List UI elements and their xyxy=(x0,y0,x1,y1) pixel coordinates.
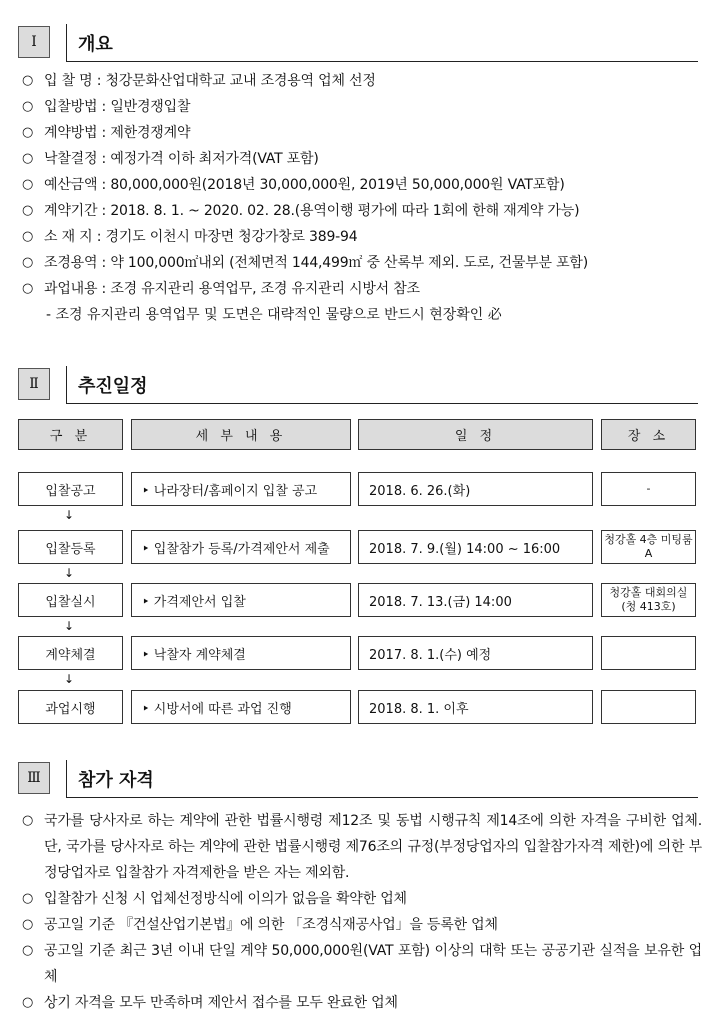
section-number: Ⅱ xyxy=(18,368,50,400)
schedule-date: 2017. 8. 1.(수) 예정 xyxy=(358,636,593,670)
schedule-date: 2018. 6. 26.(화) xyxy=(358,472,593,506)
down-arrow-icon: ↓ xyxy=(64,672,75,686)
overview-item: ○ 계약방법 : 제한경쟁계약 xyxy=(22,120,588,146)
qualification-item xyxy=(22,886,702,912)
overview-value: 일반경쟁입찰 xyxy=(110,99,191,115)
schedule-stage: 과업시행 xyxy=(18,690,123,724)
down-arrow-icon: ↓ xyxy=(64,619,75,633)
bullet-icon: ○ xyxy=(22,99,34,114)
qualification-text: 공고일 기준 『건설산업기본법』에 의한 「조경식재공사업」을 등록한 업체 xyxy=(44,917,498,933)
section-divider xyxy=(66,366,67,404)
schedule-header-detail: 세 부 내 용 xyxy=(131,419,351,450)
overview-item: ○ 입 찰 명 : 청강문화산업대학교 교내 조경용역 업체 선정 xyxy=(22,68,588,94)
overview-note: - 조경 유지관리 용역업무 및 도면은 대략적인 물량으로 반드시 현장확인 必 xyxy=(46,307,502,323)
overview-value: 2018. 8. 1. ~ 2020. 02. 28.(용역이행 평가에 따라 1회에 한해 재계약 가능) xyxy=(110,203,580,219)
section-schedule-header xyxy=(18,366,698,404)
schedule-place: - xyxy=(601,472,696,506)
overview-value: 80,000,000원(2018년 30,000,000원, 2019년 50,000,000원 VAT포함) xyxy=(110,177,565,193)
schedule-place xyxy=(601,636,696,670)
qualification-list xyxy=(22,808,702,1016)
overview-value: 조경 유지관리 용역업무, 조경 유지관리 시방서 참조 xyxy=(110,281,420,297)
qualification-text: 상기 자격을 모두 만족하며 제안서 접수를 모두 완료한 업체 xyxy=(44,995,398,1011)
section-underline xyxy=(66,797,698,798)
section-title: 참가 자격 xyxy=(78,770,154,791)
overview-value: 예정가격 이하 최저가격(VAT 포함) xyxy=(110,151,319,167)
section-number: Ⅲ xyxy=(18,762,50,794)
section-underline xyxy=(66,403,698,404)
overview-label: 과업내용 xyxy=(44,281,98,297)
bullet-icon: ○ xyxy=(22,151,34,166)
schedule-stage: 입찰공고 xyxy=(18,472,123,506)
bullet-icon: ○ xyxy=(22,891,34,906)
schedule-place: 청강홀 4층 미팅룸A xyxy=(601,530,696,564)
overview-label: 계약방법 xyxy=(44,125,98,141)
schedule-header-place: 장 소 xyxy=(601,419,696,450)
overview-label: 조경용역 xyxy=(44,255,98,271)
overview-item: ○ 과업내용 : 조경 유지관리 용역업무, 조경 유지관리 시방서 참조 xyxy=(22,276,588,302)
overview-value: 청강문화산업대학교 교내 조경용역 업체 선정 xyxy=(105,73,376,89)
schedule-detail: ‣ 낙찰자 계약체결 xyxy=(131,636,351,670)
schedule-header-stage: 구 분 xyxy=(18,419,123,450)
qualification-text: 입찰참가 신청 시 업체선정방식에 이의가 없음을 확약한 업체 xyxy=(44,891,407,907)
bullet-icon: ○ xyxy=(22,73,34,88)
overview-item: ○ 낙찰결정 : 예정가격 이하 최저가격(VAT 포함) xyxy=(22,146,588,172)
schedule-place: 청강홀 대회의실 (청 413호) xyxy=(601,583,696,617)
overview-value: 약 100,000㎡내외 (전체면적 144,499㎡ 중 산록부 제외. 도로, 건물부분 포함) xyxy=(110,255,588,271)
schedule-date: 2018. 7. 13.(금) 14:00 xyxy=(358,583,593,617)
schedule-detail: ‣ 나라장터/홈페이지 입찰 공고 xyxy=(131,472,351,506)
qualification-item xyxy=(22,808,702,886)
qualification-item xyxy=(22,990,702,1016)
schedule-date: 2018. 7. 9.(월) 14:00 ~ 16:00 xyxy=(358,530,593,564)
bullet-icon: ○ xyxy=(22,255,34,270)
schedule-stage: 입찰등록 xyxy=(18,530,123,564)
section-title: 개요 xyxy=(78,34,113,55)
overview-item: ○ 소 재 지 : 경기도 이천시 마장면 청강가창로 389-94 xyxy=(22,224,588,250)
down-arrow-icon: ↓ xyxy=(64,566,75,580)
bullet-icon: ○ xyxy=(22,203,34,218)
section-number: Ⅰ xyxy=(18,26,50,58)
overview-label: 입찰방법 xyxy=(44,99,98,115)
bullet-icon: ○ xyxy=(22,917,34,932)
qualification-item xyxy=(22,912,702,938)
section-overview-header xyxy=(18,24,698,62)
qualification-text: 공고일 기준 최근 3년 이내 단일 계약 50,000,000원(VAT 포함) 이상의 대학 또는 공공기관 실적을 보유한 업체 xyxy=(44,943,702,985)
section-divider xyxy=(66,24,67,62)
overview-label: 소 재 지 xyxy=(44,229,93,245)
bullet-icon: ○ xyxy=(22,281,34,296)
schedule-place xyxy=(601,690,696,724)
overview-value: 경기도 이천시 마장면 청강가창로 389-94 xyxy=(105,229,358,245)
overview-list xyxy=(22,68,588,328)
bullet-icon: ○ xyxy=(22,177,34,192)
bullet-icon: ○ xyxy=(22,125,34,140)
overview-label: 낙찰결정 xyxy=(44,151,98,167)
section-title: 추진일정 xyxy=(78,376,148,397)
overview-item: ○ 입찰방법 : 일반경쟁입찰 xyxy=(22,94,588,120)
schedule-detail: ‣ 가격제안서 입찰 xyxy=(131,583,351,617)
bullet-icon: ○ xyxy=(22,943,34,958)
schedule-detail: ‣ 입찰참가 등록/가격제안서 제출 xyxy=(131,530,351,564)
section-qualification-header xyxy=(18,760,698,798)
bullet-icon: ○ xyxy=(22,813,34,828)
schedule-stage: 계약체결 xyxy=(18,636,123,670)
qualification-item xyxy=(22,938,702,990)
overview-label: 계약기간 xyxy=(44,203,98,219)
schedule-header-date: 일 정 xyxy=(358,419,593,450)
bullet-icon: ○ xyxy=(22,229,34,244)
schedule-detail: ‣ 시방서에 따른 과업 진행 xyxy=(131,690,351,724)
overview-item: ○ 예산금액 : 80,000,000원(2018년 30,000,000원, 2019년 50,000,000원 VAT포함) xyxy=(22,172,588,198)
schedule-date: 2018. 8. 1. 이후 xyxy=(358,690,593,724)
schedule-stage: 입찰실시 xyxy=(18,583,123,617)
bullet-icon: ○ xyxy=(22,995,34,1010)
overview-value: 제한경쟁계약 xyxy=(110,125,191,141)
down-arrow-icon: ↓ xyxy=(64,508,75,522)
qualification-text: 국가를 당사자로 하는 계약에 관한 법률시행령 제12조 및 동법 시행규칙 제14조에 의한 자격을 구비한 업체. 단, 국가를 당사자로 하는 계약에 관한 법률시행령 제76조의 규정(부정당업자의 입찰참가자격 제한)에 의한 부정당업자로 입찰참가 자격제한을 받은 자는 제외함. xyxy=(44,813,702,881)
section-divider xyxy=(66,760,67,798)
section-underline xyxy=(66,61,698,62)
overview-label: 입 찰 명 xyxy=(44,73,93,89)
overview-label: 예산금액 xyxy=(44,177,98,193)
overview-item: ○ 조경용역 : 약 100,000㎡내외 (전체면적 144,499㎡ 중 산록부 제외. 도로, 건물부분 포함) xyxy=(22,250,588,276)
overview-item: ○ 계약기간 : 2018. 8. 1. ~ 2020. 02. 28.(용역이행 평가에 따라 1회에 한해 재계약 가능) xyxy=(22,198,588,224)
